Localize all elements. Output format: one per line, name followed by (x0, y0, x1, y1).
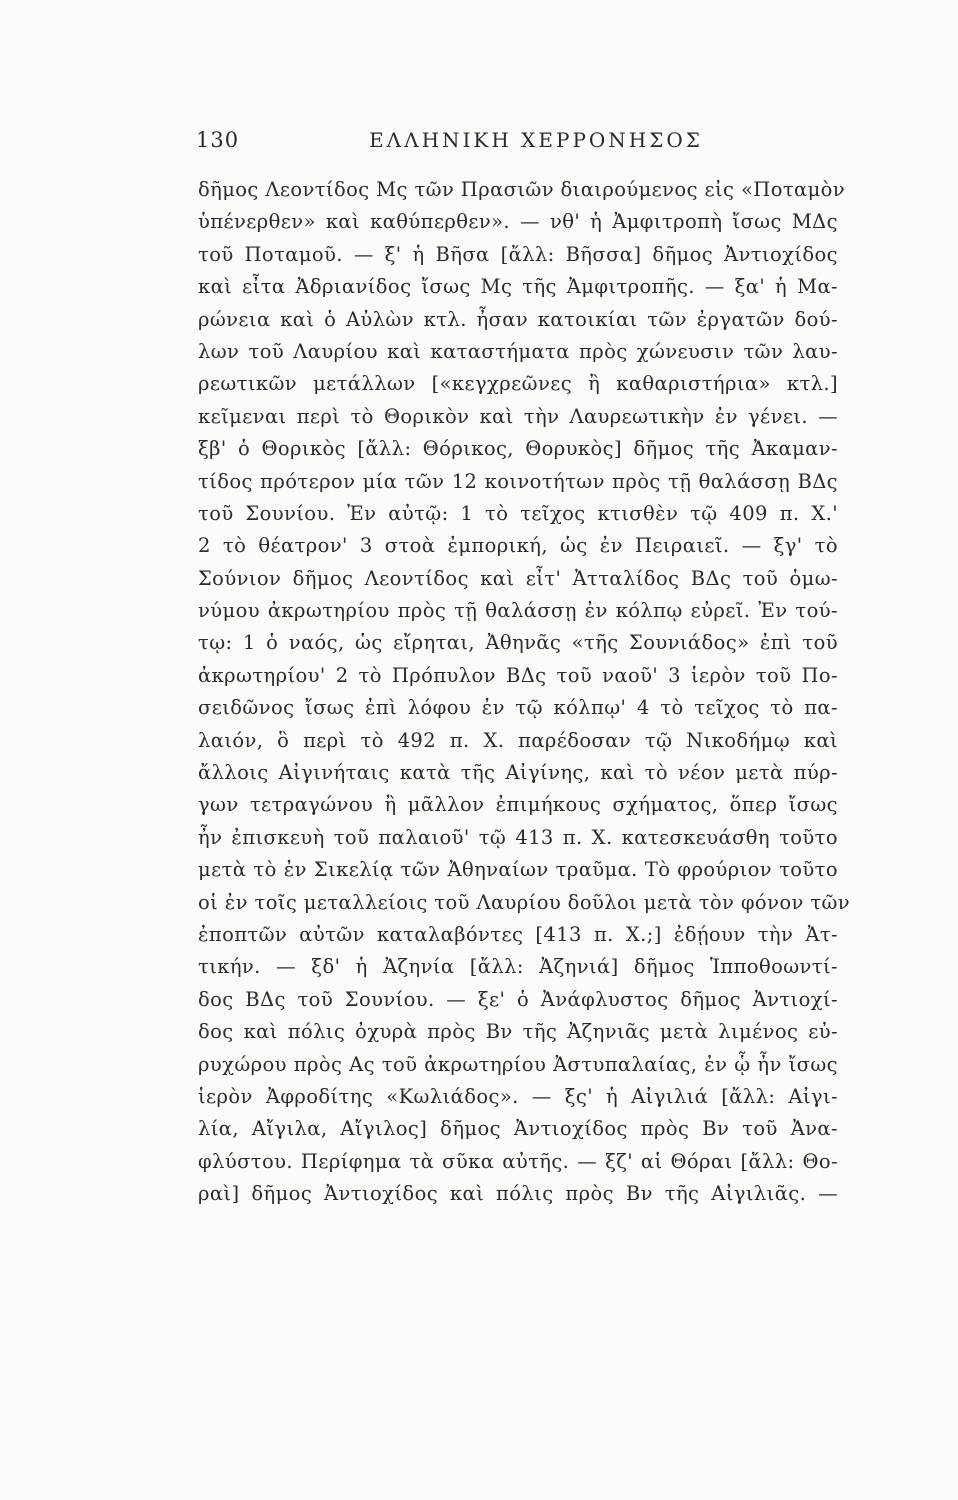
text-line: λων τοῦ Λαυρίου καὶ καταστήματα πρὸς χώνευσιν τῶν λαυ- (198, 339, 838, 363)
text-line: ἐποπτῶν αὐτῶν καταλαβόντες [413 π. Χ.;] ἐδῄουν τὴν Ἀτ- (198, 922, 838, 946)
text-line: τοῦ Σουνίου. Ἐν αὐτῷ: 1 τὸ τεῖχος κτισθὲν τῷ 409 π. Χ.' (198, 501, 838, 525)
text-line: κεῖμεναι περὶ τὸ Θορικὸν καὶ τὴν Λαυρεωτικὴν ἐν γένει. — (198, 404, 838, 428)
text-line: ἀκρωτηρίου' 2 τὸ Πρόπυλον ΒΔς τοῦ ναοῦ' 3 ἱερὸν τοῦ Πο- (198, 663, 838, 687)
text-line: ἦν ἐπισκευὴ τοῦ παλαιοῦ' τῷ 413 π. Χ. κατεσκευάσθη τοῦτο (198, 825, 838, 849)
page-header (196, 128, 816, 158)
text-line: ἱερὸν Ἀφροδίτης «Κωλιάδος». — ξς' ἡ Αἰγιλιά [ἄλλ: Αἰγι- (198, 1084, 838, 1108)
text-line: τικήν. — ξδ' ἡ Ἀζηνία [ἄλλ: Ἀζηνιά] δῆμος Ἱπποθοωντί- (198, 955, 838, 979)
text-line: οἱ ἐν τοῖς μεταλλείοις τοῦ Λαυρίου δοῦλοι μετὰ τὸν φόνον τῶν (198, 890, 851, 914)
text-line: Σούνιον δῆμος Λεοντίδος καὶ εἶτ' Ἀτταλίδος ΒΔς τοῦ ὁμω- (198, 566, 838, 590)
text-line: 2 τὸ θέατρον' 3 στοὰ ἐμπορική, ὡς ἐν Πειραιεῖ. — ξγ' τὸ (198, 534, 838, 558)
text-line: ραὶ] δῆμος Ἀντιοχίδος καὶ πόλις πρὸς Βν τῆς Αἰγιλιᾶς. — (198, 1182, 838, 1206)
page-number: 130 (196, 128, 240, 152)
text-line: τῳ: 1 ὁ ναός, ὡς εἴρηται, Ἀθηνᾶς «τῆς Σουνιάδος» ἐπὶ τοῦ (198, 631, 838, 655)
running-head: ΕΛΛΗΝΙΚΗ ΧΕΡΡΟΝΗΣΟΣ (369, 128, 703, 152)
text-line: γων τετραγώνου ἢ μᾶλλον ἐπιμήκους σχήματος, ὅπερ ἴσως (198, 793, 838, 817)
text-line: μετὰ τὸ ἐν Σικελίᾳ τῶν Ἀθηναίων τραῦμα. Τὸ φρούριον τοῦτο (198, 858, 838, 882)
text-line: δος καὶ πόλις ὀχυρὰ πρὸς Βν τῆς Ἀζηνιᾶς μετὰ λιμένος εὐ- (198, 1020, 838, 1044)
text-line: καὶ εἶτα Ἀδριανίδος ἴσως Μς τῆς Ἀμφιτροπῆς. — ξα' ἡ Μα- (198, 275, 838, 299)
text-line: ρυχώρου πρὸς Ας τοῦ ἀκρωτηρίου Ἀστυπαλαίας, ἐν ᾧ ἦν ἴσως (198, 1052, 838, 1076)
text-line: ξβ' ὁ Θορικὸς [ἄλλ: Θόρικος, Θορυκὸς] δῆμος τῆς Ἀκαμαν- (198, 437, 838, 461)
text-line: ἄλλοις Αἰγινήταις κατὰ τῆς Αἰγίνης, καὶ τὸ νέον μετὰ πύρ- (198, 761, 838, 785)
text-line: φλύστου. Περίφημα τὰ σῦκα αὐτῆς. — ξζ' αἱ Θόραι [ἄλλ: Θο- (198, 1149, 838, 1173)
text-line: ρεωτικῶν μετάλλων [«κεγχρεῶνες ἢ καθαριστήρια» κτλ.] (198, 372, 838, 396)
text-line: λαιόν, ὃ περὶ τὸ 492 π. Χ. παρέδοσαν τῷ Νικοδήμῳ καὶ (198, 728, 838, 752)
text-line: τίδος πρότερον μία τῶν 12 κοινοτήτων πρὸς τῇ θαλάσσῃ ΒΔς (198, 469, 838, 493)
text-line: δος ΒΔς τοῦ Σουνίου. — ξε' ὁ Ἀνάφλυστος δῆμος Ἀντιοχί- (198, 987, 838, 1011)
text-line: ρώνεια καὶ ὁ Αὐλὼν κτλ. ἦσαν κατοικίαι τῶν ἐργατῶν δού- (198, 307, 838, 331)
text-line: λία, Αἴγιλα, Αἴγιλος] δῆμος Ἀντιοχίδος πρὸς Βν τοῦ Ἀνα- (198, 1117, 838, 1141)
text-line: δῆμος Λεοντίδος Μς τῶν Πρασιῶν διαιρούμενος εἰς «Ποταμὸν (198, 178, 846, 201)
body-text (198, 174, 851, 1211)
text-line: τοῦ Ποταμοῦ. — ξ' ἡ Βῆσα [ἄλλ: Βῆσσα] δῆμος Ἀντιοχίδος (198, 242, 838, 266)
text-line: ὑπένερθεν» καὶ καθύπερθεν». — νθ' ἡ Ἀμφιτροπὴ ἴσως ΜΔς (198, 210, 838, 234)
text-line: νύμου ἀκρωτηρίου πρὸς τῇ θαλάσσῃ ἐν κόλπῳ εὐρεῖ. Ἐν τού- (198, 599, 838, 623)
text-line: σειδῶνος ἴσως ἐπὶ λόφου ἐν τῷ κόλπῳ' 4 τὸ τεῖχος τὸ πα- (198, 696, 838, 720)
